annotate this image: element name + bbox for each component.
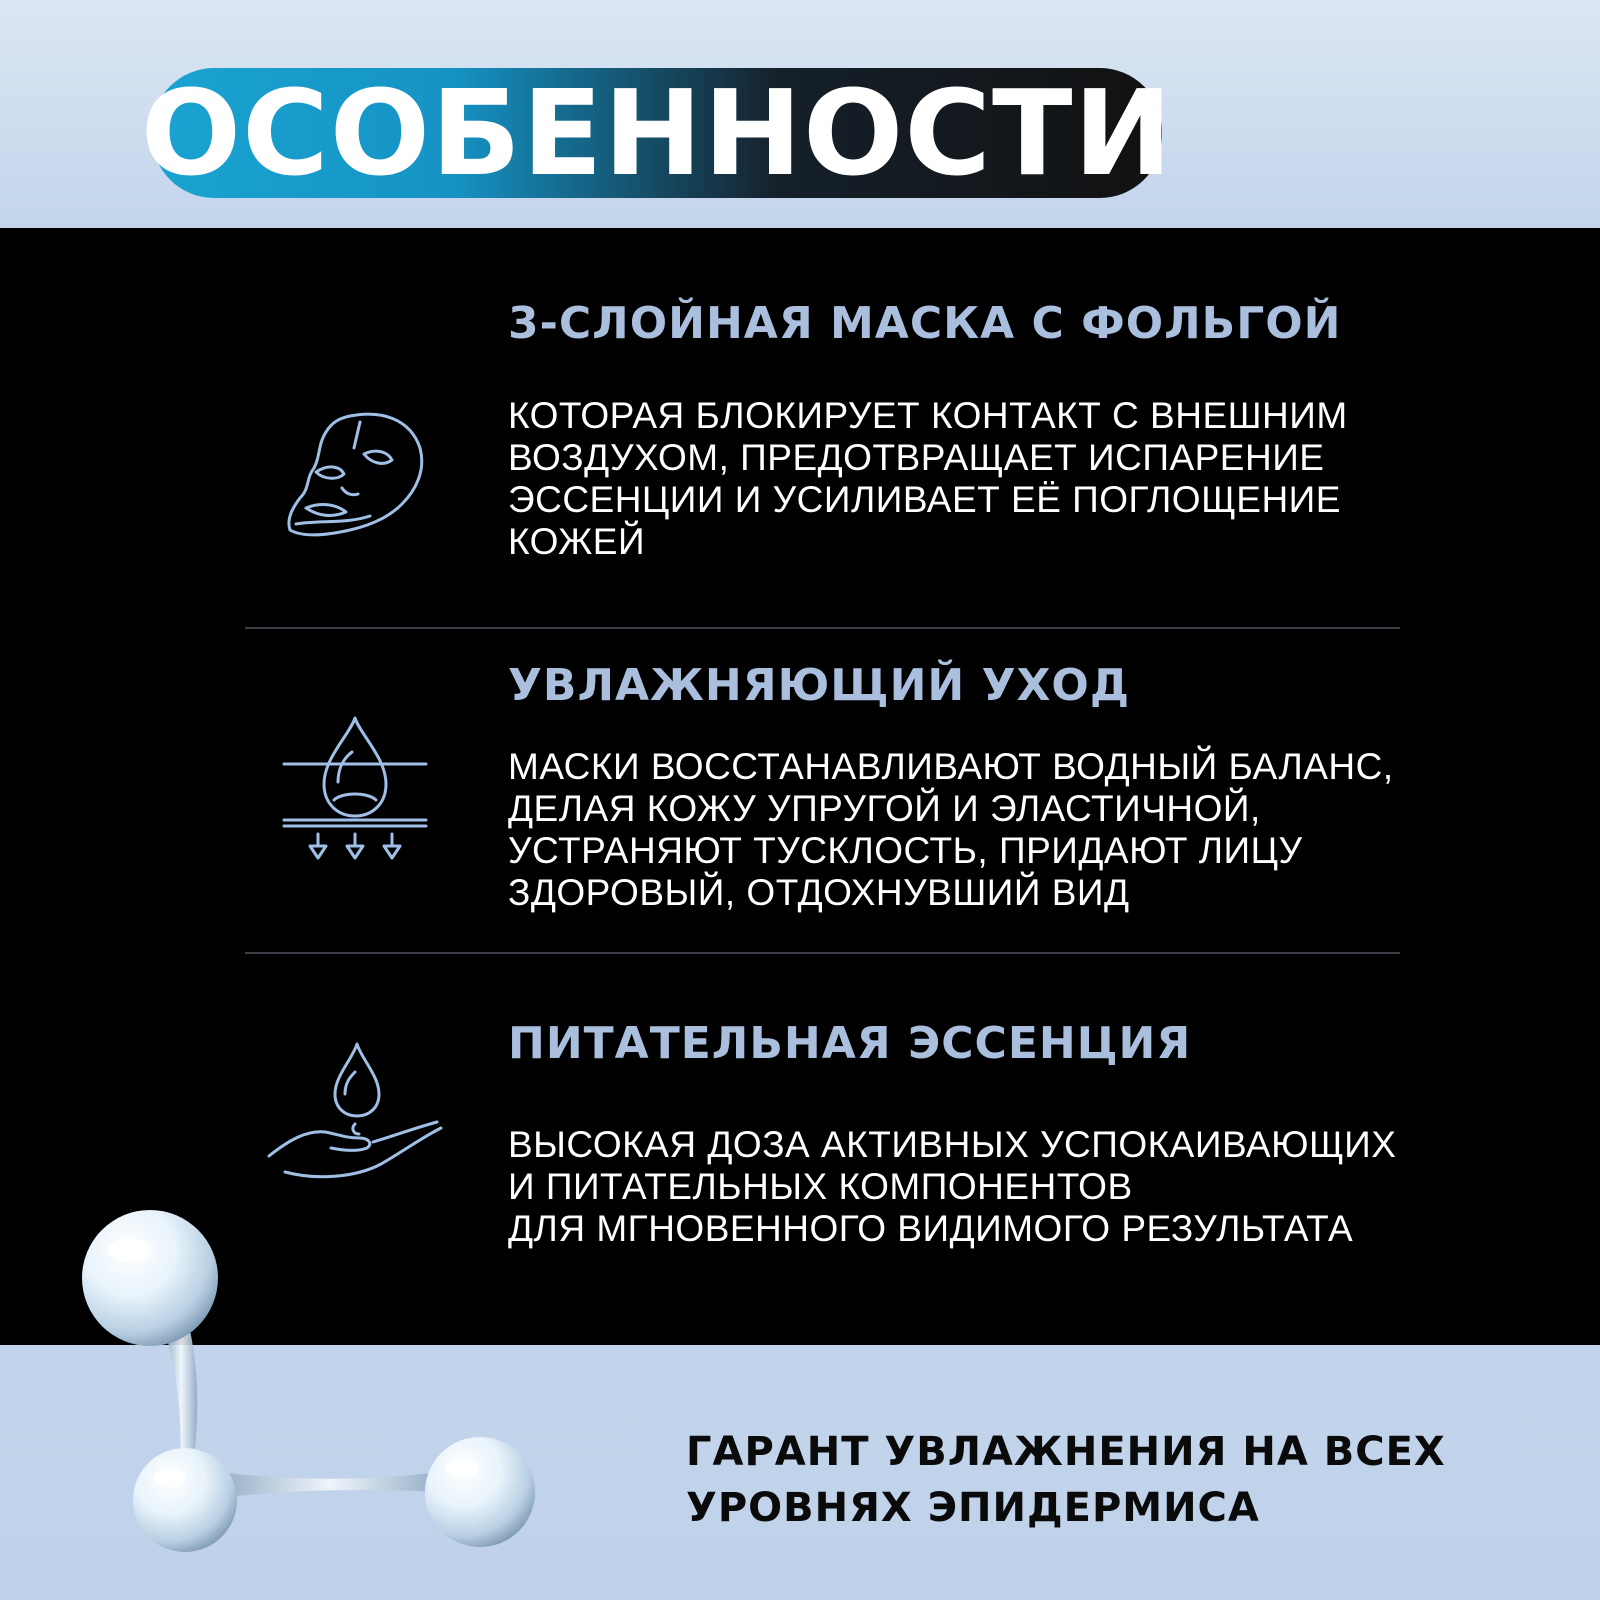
feature-line: ДЕЛАЯ КОЖУ УПРУГОЙ И ЭЛАСТИЧНОЙ, <box>508 788 1261 829</box>
feature-title: УВЛАЖНЯЮЩИЙ УХОД <box>508 660 1131 711</box>
divider <box>245 952 1400 954</box>
feature-line: ВЫСОКАЯ ДОЗА АКТИВНЫХ УСПОКАИВАЮЩИХ <box>508 1124 1397 1165</box>
divider <box>245 627 1400 629</box>
footer-tagline <box>686 1424 1446 1536</box>
face-mask-icon <box>280 408 430 543</box>
feature-line: КОТОРАЯ БЛОКИРУЕТ КОНТАКТ С ВНЕШНИМ <box>508 395 1348 436</box>
feature-line: И ПИТАТЕЛЬНЫХ КОМПОНЕНТОВ <box>508 1166 1133 1207</box>
feature-line: МАСКИ ВОССТАНАВЛИВАЮТ ВОДНЫЙ БАЛАНС, <box>508 746 1394 787</box>
drop-on-hand-icon <box>265 1040 445 1182</box>
page-title: ОСОБЕННОСТИ <box>140 64 1174 202</box>
feature-line: ЭССЕНЦИИ И УСИЛИВАЕТ ЕЁ ПОГЛОЩЕНИЕ <box>508 479 1341 520</box>
feature-description <box>508 746 1394 914</box>
footer-line: ГАРАНТ УВЛАЖНЕНИЯ НА ВСЕХ <box>686 1429 1446 1475</box>
feature-line: КОЖЕЙ <box>508 521 646 562</box>
feature-line: УСТРАНЯЮТ ТУСКЛОСТЬ, ПРИДАЮТ ЛИЦУ <box>508 830 1303 871</box>
feature-description <box>508 395 1348 563</box>
skin-hydration-icon <box>280 712 430 864</box>
feature-line: ДЛЯ МГНОВЕННОГО ВИДИМОГО РЕЗУЛЬТАТА <box>508 1208 1354 1249</box>
feature-description <box>508 1124 1396 1250</box>
feature-line: ЗДОРОВЫЙ, ОТДОХНУВШИЙ ВИД <box>508 872 1130 913</box>
footer-line: УРОВНЯХ ЭПИДЕРМИСА <box>686 1485 1260 1531</box>
molecule-illustration <box>60 1210 540 1590</box>
feature-title: ПИТАТЕЛЬНАЯ ЭССЕНЦИЯ <box>508 1018 1192 1069</box>
feature-line: ВОЗДУХОМ, ПРЕДОТВРАЩАЕТ ИСПАРЕНИЕ <box>508 437 1325 478</box>
feature-title: 3-СЛОЙНАЯ МАСКА С ФОЛЬГОЙ <box>508 298 1342 349</box>
